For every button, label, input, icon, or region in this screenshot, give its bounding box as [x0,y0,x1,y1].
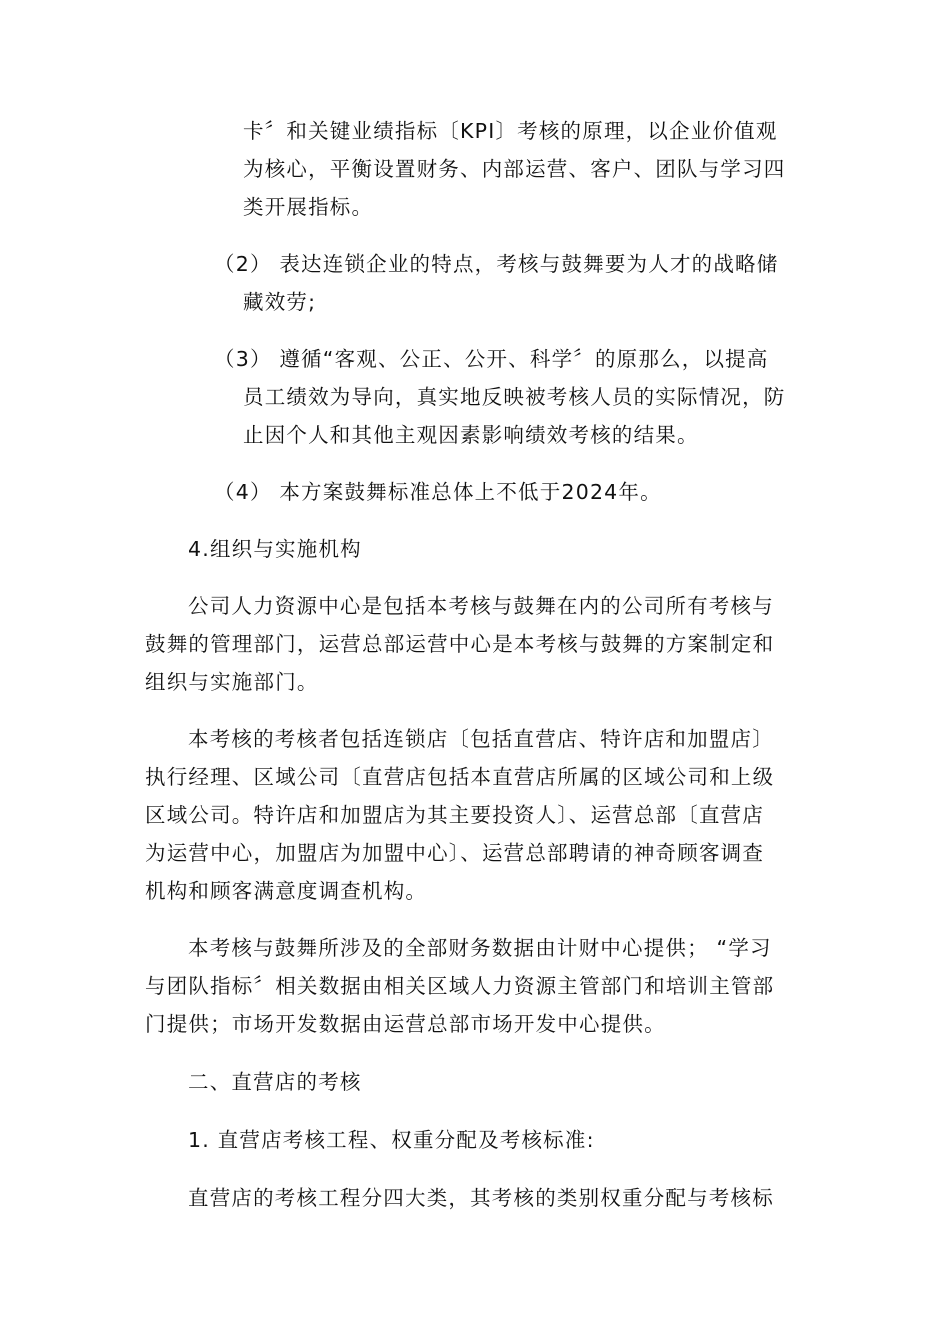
list-item-2-line-1: （2） 表达连锁企业的特点，考核与鼓舞要为人才的战略储 [214,252,779,276]
list-item-3-line-1: （3） 遵循“客观、公正、公开、科学〞的原那么，以提高 [214,347,769,371]
list-item-3-line-3: 止因个人和其他主观因素影响绩效考核的结果。 [243,423,699,447]
paragraph-5-line-1: 公司人力资源中心是包括本考核与鼓舞在内的公司所有考核与 [188,594,774,618]
paragraph-6-line-5: 机构和顾客满意度调查机构。 [145,879,428,903]
list-item-2-line-2: 藏效劳; [243,290,317,314]
paragraph-6-line-4: 为运营中心，加盟店为加盟中心〕、运营总部聘请的神奇顾客调查 [145,841,765,865]
paragraph-7-line-3: 门提供；市场开发数据由运营总部市场开发中心提供。 [145,1012,666,1036]
list-item-3-line-2: 员工绩效为导向，真实地反映被考核人员的实际情况，防 [243,385,786,409]
paragraph-5-line-2: 鼓舞的管理部门，运营总部运营中心是本考核与鼓舞的方案制定和 [145,632,775,656]
paragraph-1-line-1: 卡〞和关键业绩指标〔KPI〕考核的原理，以企业价值观 [243,119,778,143]
paragraph-5-line-3: 组织与实施部门。 [145,670,319,694]
paragraph-6-line-2: 执行经理、区域公司〔直营店包括本直营店所属的区域公司和上级 [145,765,775,789]
section-heading-4: 4.组织与实施机构 [188,537,362,561]
paragraph-6-line-1: 本考核的考核者包括连锁店〔包括直营店、特许店和加盟店〕 [188,727,774,751]
paragraph-1-line-2: 为核心，平衡设置财务、内部运营、客户、团队与学习四 [243,157,786,181]
list-item-4-line-1: （4） 本方案鼓舞标准总体上不低于2024年。 [214,480,662,504]
paragraph-7-line-2: 与团队指标〞相关数据由相关区域人力资源主管部门和培训主管部 [145,974,775,998]
paragraph-7-line-1: 本考核与鼓舞所涉及的全部财务数据由计财中心提供； “学习 [188,936,772,960]
section-heading-2: 二、直营店的考核 [188,1070,362,1094]
paragraph-8-line-1: 直营店的考核工程分四大类，其考核的类别权重分配与考核标 [188,1186,774,1210]
paragraph-6-line-3: 区域公司。特许店和加盟店为其主要投资人〕、运营总部〔直营店 [145,803,765,827]
subsection-heading-1: 1. 直营店考核工程、权重分配及考核标准: [188,1128,595,1152]
paragraph-1-line-3: 类开展指标。 [243,195,374,219]
